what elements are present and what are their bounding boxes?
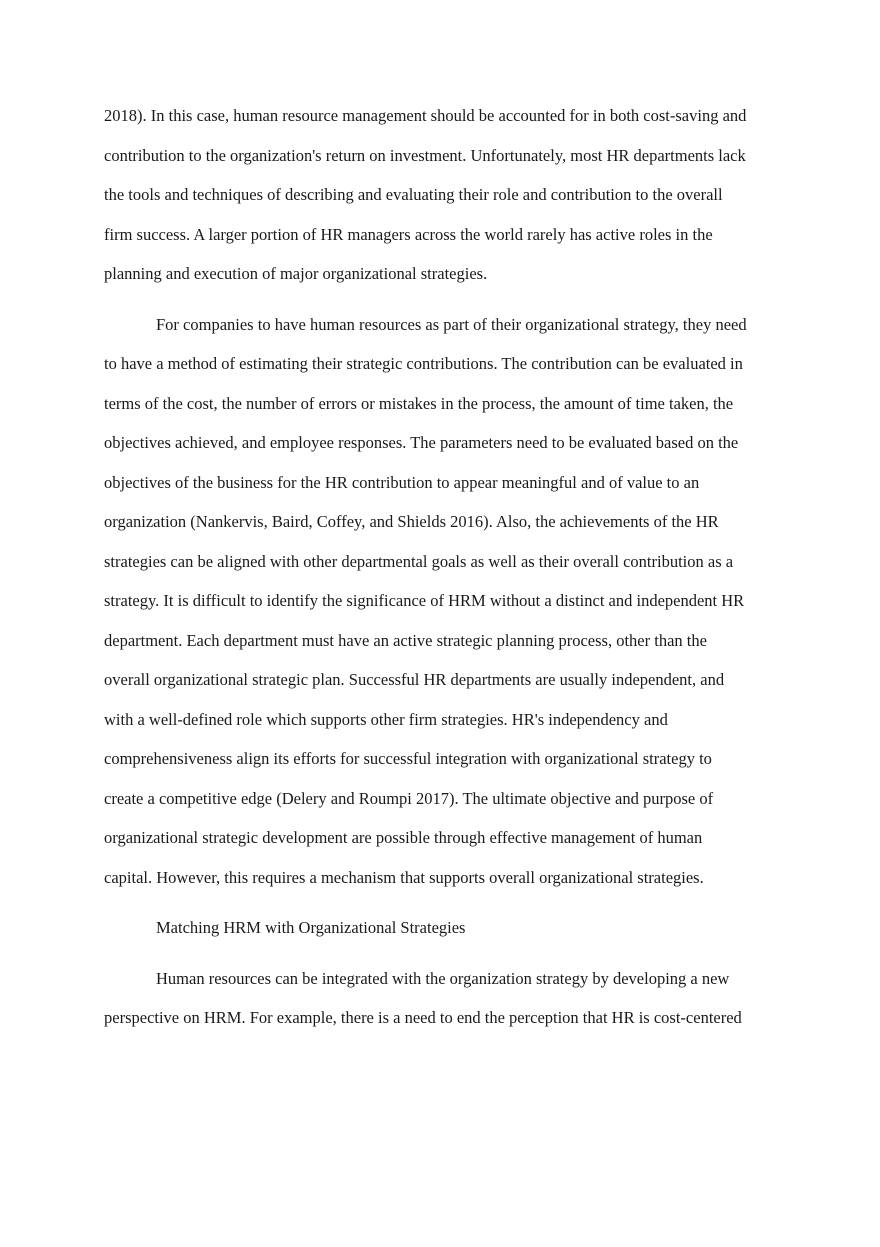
paragraph-line: the tools and techniques of describing and evaluating their role and contribution to the overall: [104, 185, 723, 204]
paragraph-line: to have a method of estimating their strategic contributions. The contribution can be evaluated in: [104, 354, 743, 373]
paragraph-line: terms of the cost, the number of errors or mistakes in the process, the amount of time taken, the: [104, 393, 734, 413]
paragraph-line: Human resources can be integrated with the organization strategy by developing a new: [156, 968, 730, 988]
paragraph-line: create a competitive edge (Delery and Roumpi 2017). The ultimate objective and purpose of: [104, 788, 714, 808]
section-heading: Matching HRM with Organizational Strategies: [156, 918, 466, 937]
paragraph-line: contribution to the organization's return on investment. Unfortunately, most HR departments lack: [104, 145, 746, 165]
paragraph-line: perspective on HRM. For example, there is a need to end the perception that HR is cost-centered: [104, 1008, 742, 1027]
paragraph-line: comprehensiveness align its efforts for successful integration with organizational strategy to: [104, 749, 712, 768]
paragraph-line: objectives of the business for the HR contribution to appear meaningful and of value to an: [104, 472, 700, 492]
paragraph-2: [104, 305, 784, 898]
paragraph-1: [104, 96, 784, 294]
paragraph-line: strategies can be aligned with other departmental goals as well as their overall contribution as a: [104, 551, 734, 571]
paragraph-line: with a well-defined role which supports other firm strategies. HR's independency and: [104, 709, 668, 729]
paragraph-line: strategy. It is difficult to identify the significance of HRM without a distinct and independent HR: [104, 591, 745, 610]
paragraph-line: department. Each department must have an active strategic planning process, other than the: [104, 630, 707, 650]
document-body: [104, 96, 784, 1049]
paragraph-line: capital. However, this requires a mechanism that supports overall organizational strategies.: [104, 867, 704, 887]
paragraph-line: For companies to have human resources as part of their organizational strategy, they need: [156, 314, 747, 334]
paragraph-line: firm success. A larger portion of HR managers across the world rarely has active roles in the: [104, 224, 713, 244]
paragraph-line: organizational strategic development are possible through effective management of human: [104, 828, 703, 847]
paragraph-3: [104, 959, 784, 1038]
paragraph-line: organization (Nankervis, Baird, Coffey, and Shields 2016). Also, the achievements of the HR: [104, 512, 719, 531]
paragraph-line: overall organizational strategic plan. Successful HR departments are usually independent, and: [104, 670, 725, 689]
paragraph-line: 2018). In this case, human resource management should be accounted for in both cost-saving and: [104, 106, 747, 125]
paragraph-line: objectives achieved, and employee responses. The parameters need to be evaluated based on the: [104, 433, 739, 452]
paragraph-line: planning and execution of major organizational strategies.: [104, 264, 488, 283]
